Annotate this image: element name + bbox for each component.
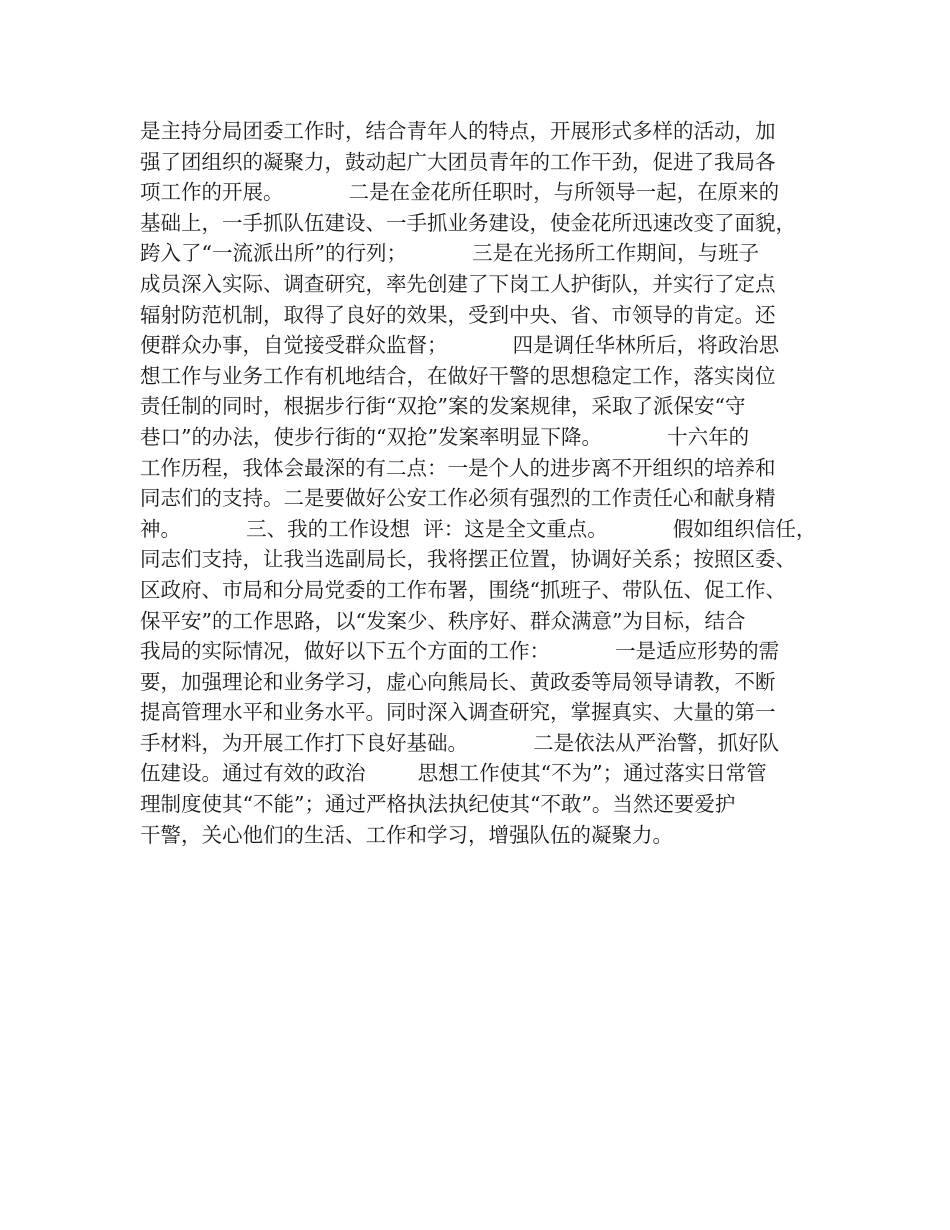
text-line: 是主持分局团委工作时，结合青年人的特点，开展形式多样的活动，加 — [140, 119, 776, 143]
text-line: 神。 三、我的工作设想 评：这是全文重点。 假如组织信任， — [140, 516, 817, 541]
text-line: 项工作的开展。 二是在金花所任职时，与所领导一起，在原来的 — [140, 180, 780, 205]
text-line: 便群众办事，自觉接受群众监督； 四是调任华林所后，将政治思 — [140, 333, 780, 358]
text-line: 辐射防范机制，取得了良好的效果，受到中央、省、市领导的肯定。还 — [140, 302, 776, 327]
text-line: 区政府、市局和分局党委的工作布署，围绕“抓班子、带队伍、促工作、 — [140, 577, 786, 602]
text-line: 干警，关心他们的生活、工作和学习，增强队伍的凝聚力。 — [140, 822, 673, 847]
text-line: 想工作与业务工作有机地结合，在做好干警的思想稳定工作，落实岗位 — [140, 363, 776, 388]
text-line: 同志们的支持。二是要做好公安工作必须有强烈的工作责任心和献身精 — [140, 486, 776, 511]
text-line: 伍建设。通过有效的政治 思想工作使其“不为”；通过落实日常管 — [140, 761, 767, 786]
text-line: 成员深入实际、调查研究，率先创建了下岗工人护街队，并实行了定点 — [140, 271, 776, 296]
text-line: 工作历程，我体会最深的有二点：一是个人的进步离不开组织的培养和 — [140, 455, 776, 480]
text-line: 强了团组织的凝聚力，鼓动起广大团员青年的工作干劲，促进了我局各 — [140, 149, 776, 174]
text-line: 理制度使其“不能”；通过严格执法执纪使其“不敢”。当然还要爱护 — [140, 792, 736, 817]
text-line: 保平安”的工作思路，以“发案少、秩序好、群众满意”为目标，结合 — [140, 608, 746, 633]
text-line: 手材料，为开展工作打下良好基础。 二是依法从严治警，抓好队 — [140, 730, 780, 755]
body-text — [140, 116, 840, 850]
text-line: 巷口”的办法，使步行街的“双抢”发案率明显下降。 十六年的 — [140, 424, 750, 449]
text-line: 同志们支持，让我当选副局长，我将摆正位置，协调好关系；按照区委、 — [140, 547, 796, 572]
text-line: 我局的实际情况，做好以下五个方面的工作： 一是适应形势的需 — [140, 639, 780, 664]
text-line: 跨入了“一流派出所”的行列； 三是在光扬所工作期间，与班子 — [140, 241, 760, 266]
text-line: 责任制的同时，根据步行街“双抢”案的发案规律，采取了派保安“守 — [140, 394, 746, 419]
text-line: 提高管理水平和业务水平。同时深入调查研究，掌握真实、大量的第一 — [140, 700, 776, 725]
text-line: 要，加强理论和业务学习，虚心向熊局长、黄政委等局领导请教，不断 — [140, 669, 776, 694]
text-line: 基础上，一手抓队伍建设、一手抓业务建设，使金花所迅速改变了面貌， — [140, 210, 796, 235]
